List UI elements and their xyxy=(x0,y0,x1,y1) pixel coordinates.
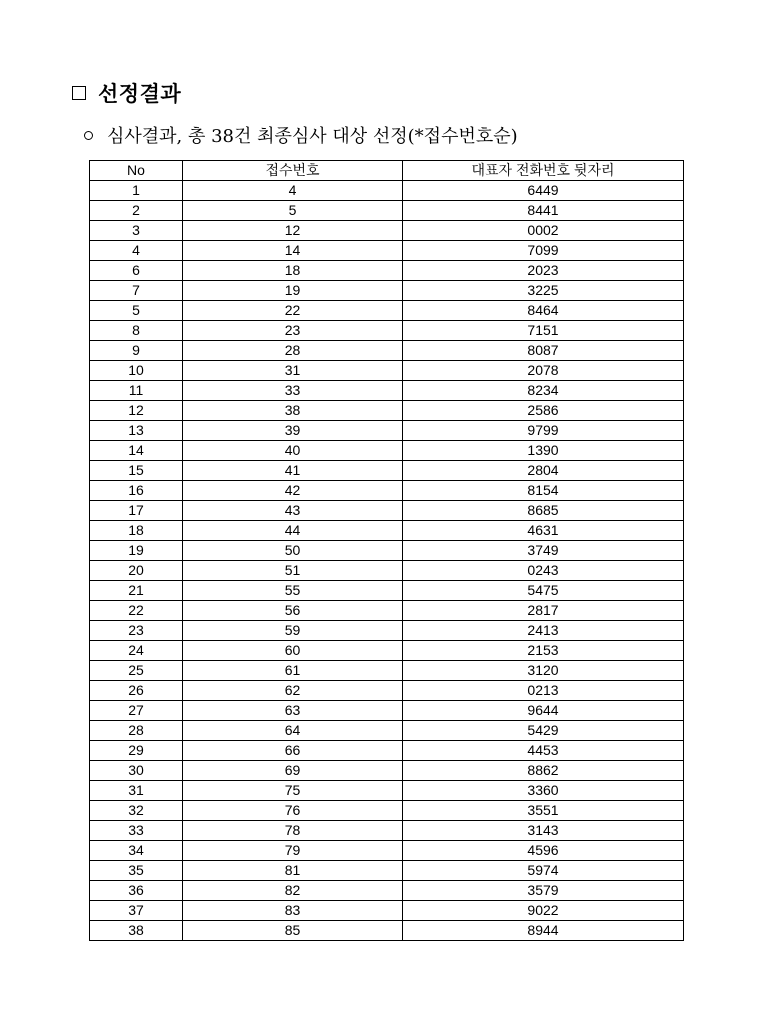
cell-phone-last-digits: 2817 xyxy=(403,601,684,621)
table-row xyxy=(90,201,684,221)
cell-receipt-number: 14 xyxy=(183,241,403,261)
cell-no: 26 xyxy=(90,681,183,701)
cell-receipt-number: 64 xyxy=(183,721,403,741)
cell-phone-last-digits: 3551 xyxy=(403,801,684,821)
cell-no: 3 xyxy=(90,221,183,241)
cell-receipt-number: 5 xyxy=(183,201,403,221)
cell-no: 29 xyxy=(90,741,183,761)
table-row xyxy=(90,801,684,821)
cell-no: 7 xyxy=(90,281,183,301)
cell-no: 31 xyxy=(90,781,183,801)
cell-phone-last-digits: 9644 xyxy=(403,701,684,721)
table-row xyxy=(90,781,684,801)
cell-no: 13 xyxy=(90,421,183,441)
cell-no: 8 xyxy=(90,321,183,341)
cell-phone-last-digits: 6449 xyxy=(403,181,684,201)
header-phone-last-digits: 대표자 전화번호 뒷자리 xyxy=(403,161,684,181)
table-row xyxy=(90,541,684,561)
cell-phone-last-digits: 0243 xyxy=(403,561,684,581)
cell-no: 28 xyxy=(90,721,183,741)
table-row xyxy=(90,761,684,781)
cell-no: 11 xyxy=(90,381,183,401)
table-row xyxy=(90,361,684,381)
table-row xyxy=(90,521,684,541)
square-bullet-icon xyxy=(72,86,86,100)
results-table-body xyxy=(90,181,684,941)
result-summary xyxy=(84,122,518,148)
table-row xyxy=(90,501,684,521)
cell-no: 34 xyxy=(90,841,183,861)
table-header-row xyxy=(90,161,684,181)
results-table xyxy=(89,160,684,941)
cell-no: 22 xyxy=(90,601,183,621)
cell-receipt-number: 66 xyxy=(183,741,403,761)
cell-receipt-number: 22 xyxy=(183,301,403,321)
table-row xyxy=(90,241,684,261)
table-row xyxy=(90,441,684,461)
cell-no: 16 xyxy=(90,481,183,501)
cell-phone-last-digits: 1390 xyxy=(403,441,684,461)
cell-phone-last-digits: 5475 xyxy=(403,581,684,601)
cell-phone-last-digits: 8862 xyxy=(403,761,684,781)
cell-receipt-number: 79 xyxy=(183,841,403,861)
cell-phone-last-digits: 4453 xyxy=(403,741,684,761)
cell-no: 19 xyxy=(90,541,183,561)
cell-phone-last-digits: 7099 xyxy=(403,241,684,261)
cell-no: 38 xyxy=(90,921,183,941)
table-row xyxy=(90,301,684,321)
cell-no: 33 xyxy=(90,821,183,841)
cell-phone-last-digits: 2153 xyxy=(403,641,684,661)
cell-receipt-number: 62 xyxy=(183,681,403,701)
cell-no: 5 xyxy=(90,301,183,321)
cell-no: 17 xyxy=(90,501,183,521)
cell-no: 1 xyxy=(90,181,183,201)
cell-no: 27 xyxy=(90,701,183,721)
table-row xyxy=(90,881,684,901)
cell-phone-last-digits: 8234 xyxy=(403,381,684,401)
cell-receipt-number: 39 xyxy=(183,421,403,441)
table-row xyxy=(90,641,684,661)
cell-receipt-number: 42 xyxy=(183,481,403,501)
cell-no: 24 xyxy=(90,641,183,661)
table-row xyxy=(90,621,684,641)
cell-no: 14 xyxy=(90,441,183,461)
cell-phone-last-digits: 5974 xyxy=(403,861,684,881)
table-row xyxy=(90,261,684,281)
cell-phone-last-digits: 9022 xyxy=(403,901,684,921)
cell-receipt-number: 59 xyxy=(183,621,403,641)
cell-receipt-number: 83 xyxy=(183,901,403,921)
cell-phone-last-digits: 8464 xyxy=(403,301,684,321)
table-row xyxy=(90,481,684,501)
cell-phone-last-digits: 0002 xyxy=(403,221,684,241)
table-row xyxy=(90,861,684,881)
cell-no: 30 xyxy=(90,761,183,781)
header-receipt-number: 접수번호 xyxy=(183,161,403,181)
table-row xyxy=(90,601,684,621)
cell-phone-last-digits: 8441 xyxy=(403,201,684,221)
section-heading-text: 선정결과 xyxy=(98,82,182,106)
table-row xyxy=(90,181,684,201)
cell-receipt-number: 69 xyxy=(183,761,403,781)
cell-phone-last-digits: 8685 xyxy=(403,501,684,521)
cell-phone-last-digits: 0213 xyxy=(403,681,684,701)
cell-receipt-number: 63 xyxy=(183,701,403,721)
cell-phone-last-digits: 8944 xyxy=(403,921,684,941)
table-row xyxy=(90,381,684,401)
cell-phone-last-digits: 3579 xyxy=(403,881,684,901)
cell-phone-last-digits: 7151 xyxy=(403,321,684,341)
table-row xyxy=(90,821,684,841)
cell-receipt-number: 23 xyxy=(183,321,403,341)
cell-phone-last-digits: 4596 xyxy=(403,841,684,861)
cell-phone-last-digits: 3120 xyxy=(403,661,684,681)
table-row xyxy=(90,461,684,481)
cell-phone-last-digits: 3749 xyxy=(403,541,684,561)
cell-phone-last-digits: 2413 xyxy=(403,621,684,641)
cell-phone-last-digits: 8087 xyxy=(403,341,684,361)
cell-receipt-number: 76 xyxy=(183,801,403,821)
cell-no: 15 xyxy=(90,461,183,481)
table-row xyxy=(90,561,684,581)
cell-receipt-number: 82 xyxy=(183,881,403,901)
header-no: No xyxy=(90,161,183,181)
cell-no: 2 xyxy=(90,201,183,221)
cell-receipt-number: 28 xyxy=(183,341,403,361)
cell-no: 9 xyxy=(90,341,183,361)
cell-phone-last-digits: 2586 xyxy=(403,401,684,421)
cell-receipt-number: 85 xyxy=(183,921,403,941)
cell-receipt-number: 55 xyxy=(183,581,403,601)
cell-phone-last-digits: 9799 xyxy=(403,421,684,441)
cell-receipt-number: 43 xyxy=(183,501,403,521)
cell-no: 18 xyxy=(90,521,183,541)
cell-receipt-number: 61 xyxy=(183,661,403,681)
cell-no: 35 xyxy=(90,861,183,881)
cell-receipt-number: 19 xyxy=(183,281,403,301)
cell-phone-last-digits: 2804 xyxy=(403,461,684,481)
table-row xyxy=(90,581,684,601)
cell-no: 21 xyxy=(90,581,183,601)
table-row xyxy=(90,421,684,441)
cell-no: 36 xyxy=(90,881,183,901)
table-row xyxy=(90,681,684,701)
cell-receipt-number: 40 xyxy=(183,441,403,461)
cell-receipt-number: 81 xyxy=(183,861,403,881)
cell-phone-last-digits: 8154 xyxy=(403,481,684,501)
cell-no: 10 xyxy=(90,361,183,381)
cell-no: 20 xyxy=(90,561,183,581)
cell-receipt-number: 75 xyxy=(183,781,403,801)
result-summary-text: 심사결과, 총 38건 최종심사 대상 선정(*접수번호순) xyxy=(107,126,518,147)
cell-phone-last-digits: 3143 xyxy=(403,821,684,841)
cell-receipt-number: 60 xyxy=(183,641,403,661)
table-row xyxy=(90,901,684,921)
table-row xyxy=(90,701,684,721)
cell-phone-last-digits: 2023 xyxy=(403,261,684,281)
cell-receipt-number: 38 xyxy=(183,401,403,421)
table-row xyxy=(90,401,684,421)
circle-bullet-icon xyxy=(84,131,93,140)
cell-receipt-number: 12 xyxy=(183,221,403,241)
cell-receipt-number: 50 xyxy=(183,541,403,561)
table-row xyxy=(90,321,684,341)
cell-receipt-number: 33 xyxy=(183,381,403,401)
cell-no: 23 xyxy=(90,621,183,641)
table-row xyxy=(90,921,684,941)
section-heading xyxy=(72,78,181,108)
cell-no: 4 xyxy=(90,241,183,261)
cell-receipt-number: 18 xyxy=(183,261,403,281)
cell-phone-last-digits: 4631 xyxy=(403,521,684,541)
cell-receipt-number: 56 xyxy=(183,601,403,621)
cell-phone-last-digits: 2078 xyxy=(403,361,684,381)
cell-no: 6 xyxy=(90,261,183,281)
cell-phone-last-digits: 5429 xyxy=(403,721,684,741)
table-row xyxy=(90,721,684,741)
table-row xyxy=(90,661,684,681)
cell-receipt-number: 4 xyxy=(183,181,403,201)
cell-receipt-number: 78 xyxy=(183,821,403,841)
cell-no: 12 xyxy=(90,401,183,421)
table-row xyxy=(90,841,684,861)
cell-phone-last-digits: 3360 xyxy=(403,781,684,801)
table-row xyxy=(90,281,684,301)
cell-receipt-number: 31 xyxy=(183,361,403,381)
cell-receipt-number: 44 xyxy=(183,521,403,541)
cell-receipt-number: 51 xyxy=(183,561,403,581)
table-row xyxy=(90,221,684,241)
cell-phone-last-digits: 3225 xyxy=(403,281,684,301)
cell-no: 37 xyxy=(90,901,183,921)
table-row xyxy=(90,741,684,761)
cell-no: 25 xyxy=(90,661,183,681)
table-row xyxy=(90,341,684,361)
cell-receipt-number: 41 xyxy=(183,461,403,481)
cell-no: 32 xyxy=(90,801,183,821)
